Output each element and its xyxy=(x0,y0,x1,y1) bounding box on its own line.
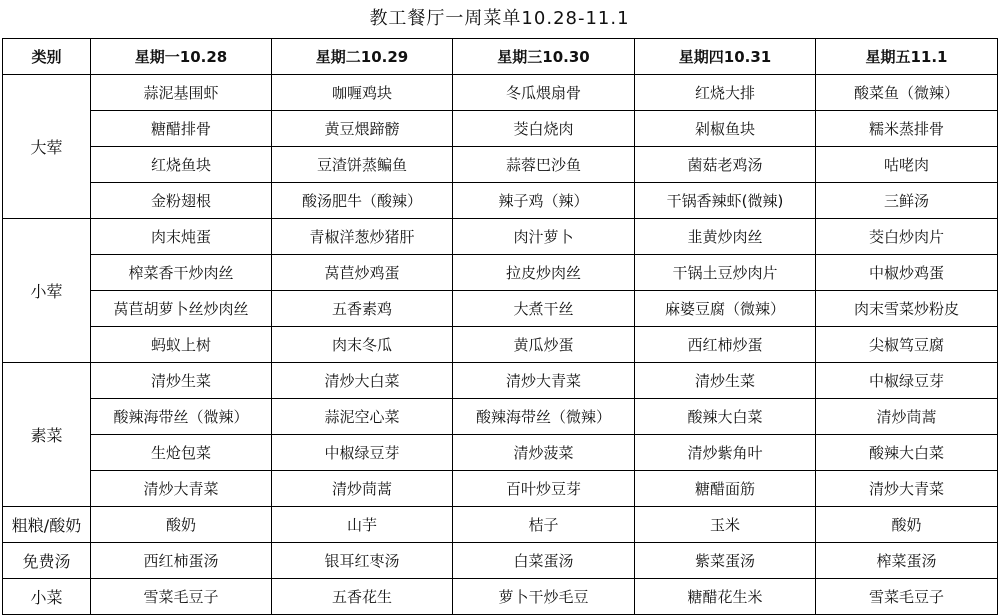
dish-cell-wednesday: 萝卜干炒毛豆 xyxy=(453,579,635,615)
dish-cell-friday: 酸辣大白菜 xyxy=(816,435,998,471)
dish-cell-tuesday: 银耳红枣汤 xyxy=(272,543,453,579)
header-friday: 星期五11.1 xyxy=(816,39,998,75)
table-row xyxy=(3,507,998,543)
dish-cell-wednesday: 清炒大青菜 xyxy=(453,363,635,399)
weekly-menu-table xyxy=(2,38,998,615)
table-row xyxy=(3,435,998,471)
category-cell: 小菜 xyxy=(3,579,91,615)
dish-cell-monday: 红烧鱼块 xyxy=(91,147,272,183)
table-row xyxy=(3,543,998,579)
dish-cell-monday: 生炝包菜 xyxy=(91,435,272,471)
dish-cell-monday: 蒜泥基围虾 xyxy=(91,75,272,111)
category-cell: 粗粮/酸奶 xyxy=(3,507,91,543)
header-category: 类别 xyxy=(3,39,91,75)
dish-cell-thursday: 韭黄炒肉丝 xyxy=(635,219,816,255)
dish-cell-monday: 蚂蚁上树 xyxy=(91,327,272,363)
dish-cell-wednesday: 蒜蓉巴沙鱼 xyxy=(453,147,635,183)
dish-cell-wednesday: 桔子 xyxy=(453,507,635,543)
dish-cell-friday: 清炒大青菜 xyxy=(816,471,998,507)
dish-cell-monday: 糖醋排骨 xyxy=(91,111,272,147)
table-row xyxy=(3,327,998,363)
header-tuesday: 星期二10.29 xyxy=(272,39,453,75)
table-row xyxy=(3,75,998,111)
dish-cell-friday: 茭白炒肉片 xyxy=(816,219,998,255)
dish-cell-wednesday: 茭白烧肉 xyxy=(453,111,635,147)
dish-cell-friday: 清炒茼蒿 xyxy=(816,399,998,435)
dish-cell-thursday: 玉米 xyxy=(635,507,816,543)
dish-cell-wednesday: 肉汁萝卜 xyxy=(453,219,635,255)
dish-cell-tuesday: 中椒绿豆芽 xyxy=(272,435,453,471)
header-monday: 星期一10.28 xyxy=(91,39,272,75)
dish-cell-tuesday: 蒜泥空心菜 xyxy=(272,399,453,435)
table-row xyxy=(3,363,998,399)
dish-cell-friday: 咕咾肉 xyxy=(816,147,998,183)
dish-cell-tuesday: 莴苣炒鸡蛋 xyxy=(272,255,453,291)
page-title: 教工餐厅一周菜单10.28-11.1 xyxy=(369,8,630,29)
table-row xyxy=(3,579,998,615)
table-row xyxy=(3,111,998,147)
dish-cell-wednesday: 黄瓜炒蛋 xyxy=(453,327,635,363)
category-cell: 免费汤 xyxy=(3,543,91,579)
table-row xyxy=(3,291,998,327)
dish-cell-thursday: 麻婆豆腐（微辣） xyxy=(635,291,816,327)
dish-cell-tuesday: 黄豆煨蹄髈 xyxy=(272,111,453,147)
dish-cell-tuesday: 青椒洋葱炒猪肝 xyxy=(272,219,453,255)
dish-cell-monday: 雪菜毛豆子 xyxy=(91,579,272,615)
dish-cell-monday: 肉末炖蛋 xyxy=(91,219,272,255)
dish-cell-friday: 酸菜鱼（微辣） xyxy=(816,75,998,111)
dish-cell-wednesday: 酸辣海带丝（微辣） xyxy=(453,399,635,435)
dish-cell-monday: 酸辣海带丝（微辣） xyxy=(91,399,272,435)
dish-cell-friday: 肉末雪菜炒粉皮 xyxy=(816,291,998,327)
dish-cell-tuesday: 五香花生 xyxy=(272,579,453,615)
dish-cell-wednesday: 白菜蛋汤 xyxy=(453,543,635,579)
dish-cell-thursday: 干锅香辣虾(微辣) xyxy=(635,183,816,219)
dish-cell-monday: 莴苣胡萝卜丝炒肉丝 xyxy=(91,291,272,327)
dish-cell-wednesday: 百叶炒豆芽 xyxy=(453,471,635,507)
dish-cell-tuesday: 肉末冬瓜 xyxy=(272,327,453,363)
dish-cell-friday: 榨菜蛋汤 xyxy=(816,543,998,579)
dish-cell-friday: 糯米蒸排骨 xyxy=(816,111,998,147)
dish-cell-tuesday: 豆渣饼蒸鳊鱼 xyxy=(272,147,453,183)
dish-cell-thursday: 清炒生菜 xyxy=(635,363,816,399)
dish-cell-thursday: 西红柿炒蛋 xyxy=(635,327,816,363)
dish-cell-thursday: 糖醋花生米 xyxy=(635,579,816,615)
dish-cell-thursday: 剁椒鱼块 xyxy=(635,111,816,147)
header-thursday: 星期四10.31 xyxy=(635,39,816,75)
category-cell: 大荤 xyxy=(3,75,91,219)
dish-cell-wednesday: 清炒菠菜 xyxy=(453,435,635,471)
dish-cell-monday: 西红柿蛋汤 xyxy=(91,543,272,579)
table-row xyxy=(3,219,998,255)
dish-cell-thursday: 红烧大排 xyxy=(635,75,816,111)
header-row xyxy=(3,39,998,75)
dish-cell-thursday: 酸辣大白菜 xyxy=(635,399,816,435)
table-row xyxy=(3,255,998,291)
dish-cell-friday: 三鲜汤 xyxy=(816,183,998,219)
dish-cell-friday: 中椒绿豆芽 xyxy=(816,363,998,399)
dish-cell-monday: 清炒生菜 xyxy=(91,363,272,399)
dish-cell-friday: 雪菜毛豆子 xyxy=(816,579,998,615)
dish-cell-thursday: 干锅土豆炒肉片 xyxy=(635,255,816,291)
dish-cell-tuesday: 山芋 xyxy=(272,507,453,543)
dish-cell-monday: 清炒大青菜 xyxy=(91,471,272,507)
dish-cell-tuesday: 咖喱鸡块 xyxy=(272,75,453,111)
dish-cell-monday: 金粉翅根 xyxy=(91,183,272,219)
dish-cell-thursday: 紫菜蛋汤 xyxy=(635,543,816,579)
dish-cell-tuesday: 清炒大白菜 xyxy=(272,363,453,399)
dish-cell-tuesday: 酸汤肥牛（酸辣） xyxy=(272,183,453,219)
dish-cell-tuesday: 清炒茼蒿 xyxy=(272,471,453,507)
dish-cell-wednesday: 冬瓜煨扇骨 xyxy=(453,75,635,111)
table-row xyxy=(3,147,998,183)
dish-cell-thursday: 菌菇老鸡汤 xyxy=(635,147,816,183)
dish-cell-monday: 榨菜香干炒肉丝 xyxy=(91,255,272,291)
dish-cell-friday: 酸奶 xyxy=(816,507,998,543)
table-row xyxy=(3,471,998,507)
menu-body xyxy=(3,75,998,615)
dish-cell-friday: 中椒炒鸡蛋 xyxy=(816,255,998,291)
category-cell: 小荤 xyxy=(3,219,91,363)
table-row xyxy=(3,183,998,219)
header-wednesday: 星期三10.30 xyxy=(453,39,635,75)
category-cell: 素菜 xyxy=(3,363,91,507)
dish-cell-thursday: 糖醋面筋 xyxy=(635,471,816,507)
dish-cell-wednesday: 大煮干丝 xyxy=(453,291,635,327)
dish-cell-thursday: 清炒紫角叶 xyxy=(635,435,816,471)
dish-cell-wednesday: 拉皮炒肉丝 xyxy=(453,255,635,291)
dish-cell-monday: 酸奶 xyxy=(91,507,272,543)
table-row xyxy=(3,399,998,435)
dish-cell-tuesday: 五香素鸡 xyxy=(272,291,453,327)
dish-cell-friday: 尖椒笃豆腐 xyxy=(816,327,998,363)
dish-cell-wednesday: 辣子鸡（辣） xyxy=(453,183,635,219)
